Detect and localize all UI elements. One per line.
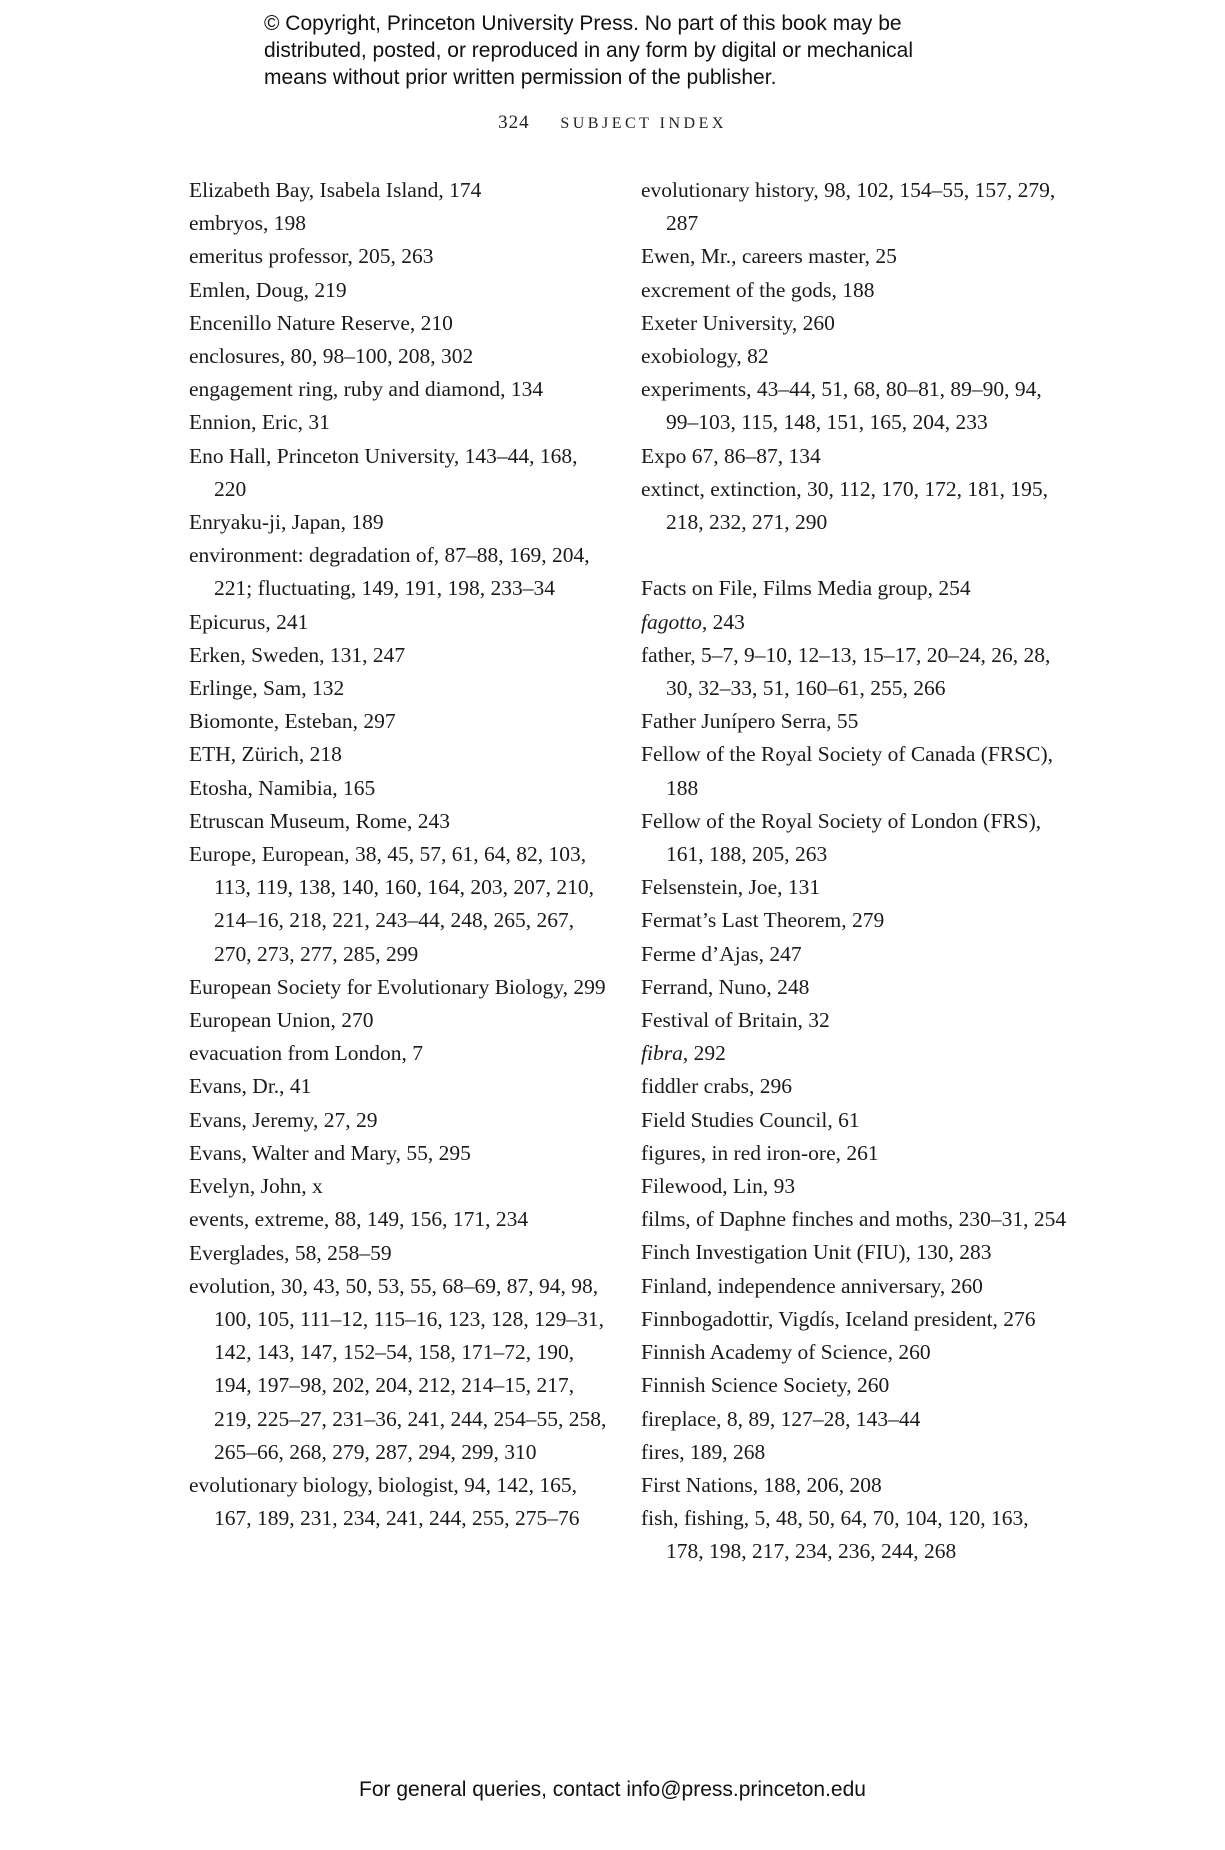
index-entry: extinct, extinction, 30, 112, 170, 172, 181, 195, 218, 232, 271, 290 (641, 476, 1049, 535)
index-entry: evolutionary history, 98, 102, 154–55, 157, 279, 287 (641, 178, 1056, 236)
index-entry: Encenillo Nature Reserve, 210 (189, 310, 453, 335)
index-entry: Field Studies Council, 61 (641, 1107, 860, 1132)
copyright-notice (264, 10, 1024, 91)
index-entry: European Union, 270 (189, 1008, 374, 1033)
index-entry: events, extreme, 88, 149, 156, 171, 234 (189, 1207, 529, 1232)
index-entry: exobiology, 82 (641, 344, 769, 369)
index-entry: father, 5–7, 9–10, 12–13, 15–17, 20–24, 26, 28, 30, 32–33, 51, 160–61, 255, 266 (641, 642, 1051, 701)
index-entry: Erken, Sweden, 131, 247 (189, 642, 406, 667)
index-entry: evolutionary biology, biologist, 94, 142, 165, 167, 189, 231, 234, 241, 244, 255, 275–76 (189, 1472, 580, 1531)
index-entry: Evans, Jeremy, 27, 29 (189, 1107, 378, 1132)
index-entry: Ferme d’Ajas, 247 (641, 941, 802, 966)
index-entry: fireplace, 8, 89, 127–28, 143–44 (641, 1406, 921, 1431)
footer-contact: For general queries, contact info@press.princeton.edu (359, 1778, 866, 1801)
index-entry: Fellow of the Royal Society of Canada (FRSC), 188 (641, 742, 1054, 800)
index-entry: Emlen, Doug, 219 (189, 277, 347, 302)
index-entry: films, of Daphne finches and moths, 230–31, 254 (641, 1207, 1067, 1232)
index-entry: Father Junípero Serra, 55 (641, 709, 859, 734)
index-entry: fiddler crabs, 296 (641, 1074, 793, 1099)
running-head (0, 112, 1225, 134)
page-number: 324 (498, 112, 530, 133)
index-entry: emeritus professor, 205, 263 (189, 244, 434, 269)
index-entry: Etosha, Namibia, 165 (189, 775, 376, 800)
index-entry: Festival of Britain, 32 (641, 1008, 830, 1033)
index-entry: Everglades, 58, 258–59 (189, 1240, 392, 1265)
index-entry: excrement of the gods, 188 (641, 277, 875, 302)
index-entry: embryos, 198 (189, 211, 307, 236)
index-entry: Epicurus, 241 (189, 609, 309, 634)
index-entry: engagement ring, ruby and diamond, 134 (189, 377, 544, 402)
index-entry: fish, fishing, 5, 48, 50, 64, 70, 104, 120, 163, 178, 198, 217, 234, 236, 244, 268 (641, 1506, 1029, 1564)
index-locator: , 243 (701, 609, 745, 634)
index-entry: First Nations, 188, 206, 208 (641, 1472, 882, 1497)
index-entry: Eno Hall, Princeton University, 143–44, 168, 220 (189, 443, 578, 501)
copyright-line: © Copyright, Princeton University Press. No part of this book may be (264, 12, 902, 35)
index-entry: Elizabeth Bay, Isabela Island, 174 (189, 178, 482, 202)
index-entry: Facts on File, Films Media group, 254 (641, 576, 971, 601)
index-entry: Filewood, Lin, 93 (641, 1174, 796, 1199)
index-entry: Evans, Dr., 41 (189, 1074, 312, 1099)
index-entry (641, 606, 1071, 639)
page-title: SUBJECT INDEX (560, 115, 727, 132)
index-entry: evacuation from London, 7 (189, 1041, 424, 1066)
index-entry: Expo 67, 86–87, 134 (641, 443, 821, 468)
index-entry: Europe, European, 38, 45, 57, 61, 64, 82, 103, 113, 119, 138, 140, 160, 164, 203, 207, 210, 214–16, 218, 221, 243–44, 248, 265, 267, 270, 273, 277, 285, 299 (189, 842, 595, 966)
index-entry: environment: degradation of, 87–88, 169, 204, 221; fluctuating, 149, 191, 198, 233–34 (189, 543, 590, 601)
index-entry: Finnish Science Society, 260 (641, 1373, 890, 1398)
index-entry: Fellow of the Royal Society of London (FRS), 161, 188, 205, 263 (641, 808, 1042, 867)
index-entry: Fermat’s Last Theorem, 279 (641, 908, 885, 933)
index-entry: Felsenstein, Joe, 131 (641, 875, 821, 900)
index-entry: figures, in red iron-ore, 261 (641, 1140, 879, 1165)
index-entry: Evelyn, John, x (189, 1174, 323, 1199)
index-entry: Ewen, Mr., careers master, 25 (641, 244, 897, 269)
index-entry: Enryaku-ji, Japan, 189 (189, 510, 384, 535)
index-entry: ETH, Zürich, 218 (189, 742, 342, 767)
index-entry: experiments, 43–44, 51, 68, 80–81, 89–90, 94, 99–103, 115, 148, 151, 165, 204, 233 (641, 377, 1042, 435)
index-entry (641, 1037, 1071, 1070)
index-term-italic: fibra (641, 1041, 683, 1066)
letter-group-spacer (641, 539, 1071, 572)
index-entry: Etruscan Museum, Rome, 243 (189, 808, 450, 833)
index-term-italic: fagotto (641, 609, 702, 634)
index-entry: Finnbogadottir, Vigdís, Iceland president, 276 (641, 1306, 1036, 1331)
index-column-right (641, 174, 1071, 1569)
copyright-line: distributed, posted, or reproduced in any form by digital or mechanical (264, 39, 914, 62)
index-entry: Ferrand, Nuno, 248 (641, 974, 810, 999)
index-entry: Biomonte, Esteban, 297 (189, 709, 396, 734)
index-entry: Ennion, Eric, 31 (189, 410, 330, 435)
index-entry: Evans, Walter and Mary, 55, 295 (189, 1140, 471, 1165)
index-entry: enclosures, 80, 98–100, 208, 302 (189, 344, 474, 369)
index-entry: Erlinge, Sam, 132 (189, 676, 345, 701)
index-entry: Finnish Academy of Science, 260 (641, 1340, 931, 1365)
index-entry: Finland, independence anniversary, 260 (641, 1273, 983, 1298)
index-entry: Finch Investigation Unit (FIU), 130, 283 (641, 1240, 992, 1265)
index-entry: evolution, 30, 43, 50, 53, 55, 68–69, 87, 94, 98, 100, 105, 111–12, 115–16, 123, 128, 129–31, 142, 143, 147, 152–54, 158, 171–72, 190, 194, 197–98, 202, 204, 212, 214–15, 217, 219, 225–27, 231–36, 241, 244, 254–55, 258, 265–66, 268, 279, 287, 294, 299, 310 (189, 1273, 607, 1464)
index-entry: fires, 189, 268 (641, 1439, 766, 1464)
index-locator: , 292 (682, 1041, 726, 1066)
copyright-line: means without prior written permission of the publisher. (264, 66, 777, 89)
index-column-left (189, 174, 609, 1535)
index-entry: European Society for Evolutionary Biology, 299 (189, 974, 606, 999)
index-entry: Exeter University, 260 (641, 310, 835, 335)
